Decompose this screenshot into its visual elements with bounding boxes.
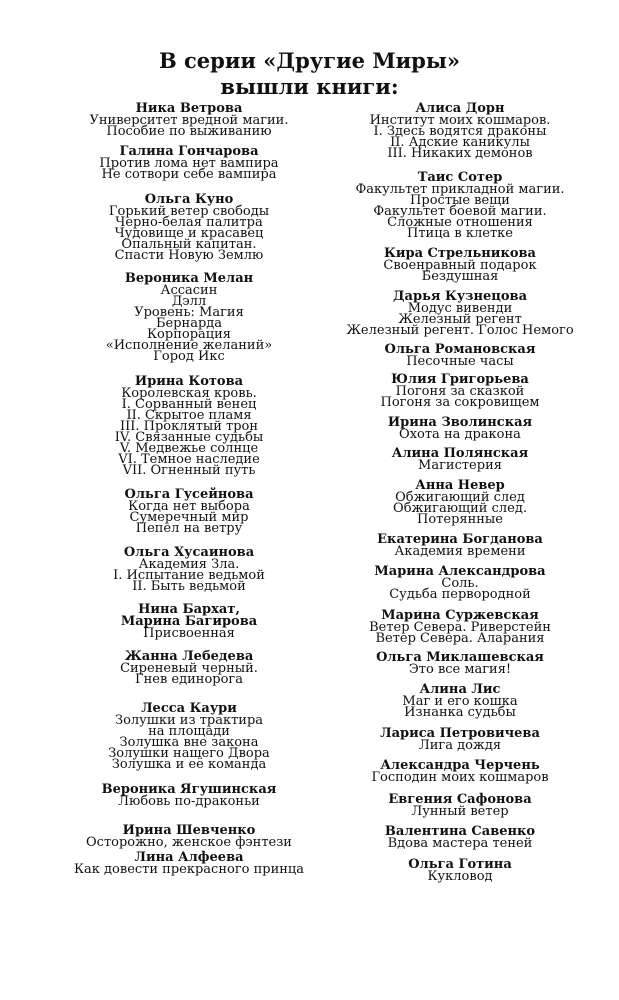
book-title: Дэлл <box>171 294 207 309</box>
book-title: Кукловод <box>427 869 493 884</box>
book-entry <box>325 291 595 336</box>
book-title: Факультет прикладной магии. <box>355 182 565 197</box>
book-title: Вдова мастера теней <box>387 836 533 851</box>
book-title: Лунный ветер <box>411 804 509 819</box>
book-title: Корпорация <box>147 327 231 342</box>
book-title: Золушки из трактира <box>114 713 264 728</box>
right-column <box>325 103 595 882</box>
author-name: Ольга Хусаинова <box>123 545 255 560</box>
author-name: Ольга Готина <box>408 857 512 872</box>
book-entry <box>54 651 324 685</box>
author-name: Марина Багирова <box>120 614 258 629</box>
author-name: Ирина Шевченко <box>122 823 256 838</box>
book-title: Академия времени <box>394 544 526 559</box>
author-name: Ольга Куно <box>144 192 234 207</box>
book-title: Университет вредной магии. <box>89 113 289 128</box>
book-title: «Исполнение желаний» <box>105 338 273 353</box>
book-title: Ассасин <box>160 283 218 298</box>
book-title: III. Проклятый трон <box>119 419 259 434</box>
book-title: Гнев единорога <box>135 672 243 687</box>
book-title: на площади <box>148 724 230 739</box>
book-title: Своенравный подарок <box>383 258 537 273</box>
book-entry <box>54 547 324 592</box>
author-name: Лесса Каури <box>141 701 237 716</box>
author-name: Ольга Гусейнова <box>124 487 254 502</box>
book-title: Магистерия <box>418 458 502 473</box>
book-title: Обжигающий след. <box>393 501 527 516</box>
book-title: Сумеречный мир <box>129 510 249 525</box>
book-entry <box>54 103 324 137</box>
book-title: Когда нет выбора <box>128 499 250 514</box>
book-title: Не сотвори себе вампира <box>101 167 277 182</box>
book-title: Железный регент <box>398 312 522 327</box>
book-entry <box>54 604 324 639</box>
book-entry <box>54 825 324 848</box>
book-title: Изнанка судьбы <box>404 705 516 720</box>
book-entry <box>325 728 595 751</box>
author-name: Алина Полянская <box>391 446 529 461</box>
author-name: Ирина Зволинская <box>387 415 533 430</box>
book-title: Потерянные <box>417 512 503 527</box>
author-name: Ника Ветрова <box>135 101 243 116</box>
author-name: Анна Невер <box>415 478 505 493</box>
book-title: Птица в клетке <box>407 226 513 241</box>
header-line-1: В серии «Другие Миры» <box>158 48 461 73</box>
book-title: Ветер Севера. Аларания <box>375 631 545 646</box>
book-entry <box>325 794 595 817</box>
book-title: Как довести прекрасного принца <box>73 862 305 877</box>
author-name: Юлия Григорьева <box>391 372 529 387</box>
book-title: Бездушная <box>421 269 499 284</box>
author-name: Валентина Савенко <box>384 824 536 839</box>
book-entry <box>325 652 595 675</box>
author-name: Алина Лис <box>419 682 501 697</box>
book-entry <box>325 103 595 159</box>
book-title: Охота на дракона <box>399 427 521 442</box>
book-title: Простые вещи <box>410 193 510 208</box>
author-name: Кира Стрельникова <box>384 246 536 261</box>
author-name: Жанна Лебедева <box>124 649 254 664</box>
book-title: Железный регент. Голос Немого <box>346 323 574 338</box>
book-title: Осторожно, женское фэнтези <box>86 835 292 850</box>
book-title: Это все магия! <box>408 662 512 677</box>
book-title: Сиреневый черный. <box>120 661 258 676</box>
book-entry <box>325 448 595 471</box>
book-title: Погоня за сказкой <box>395 384 525 399</box>
book-entry <box>54 703 324 770</box>
author-name: Галина Гончарова <box>119 144 259 159</box>
book-entry <box>325 344 595 367</box>
book-entry <box>325 610 595 644</box>
book-title: Маг и его кошка <box>402 694 518 709</box>
author-name: Лариса Петровичева <box>380 726 540 741</box>
author-name: Нина Бархат, <box>138 602 240 617</box>
book-title: Обжигающий след <box>395 490 525 505</box>
book-title: Институт моих кошмаров. <box>369 113 551 128</box>
book-entry <box>325 760 595 783</box>
book-title: VI. Темное наследие <box>118 452 260 467</box>
author-name: Екатерина Богданова <box>377 532 543 547</box>
author-name: Дарья Кузнецова <box>393 289 527 304</box>
book-title: Черно-белая палитра <box>115 215 263 230</box>
book-entry <box>325 480 595 525</box>
book-entry <box>325 417 595 440</box>
book-entry <box>325 534 595 557</box>
book-entry <box>54 194 324 261</box>
author-name: Ирина Котова <box>134 374 244 389</box>
book-entry <box>325 859 595 882</box>
book-title: Золушка вне закона <box>119 735 259 750</box>
author-name: Алиса Дорн <box>415 101 505 116</box>
series-header <box>0 48 619 100</box>
book-title: I. Испытание ведьмой <box>113 568 265 583</box>
book-title: Модус вивенди <box>407 301 513 316</box>
book-title: II. Скрытое пламя <box>126 408 252 423</box>
book-title: VII. Огненный путь <box>122 463 256 478</box>
author-name: Лина Алфеева <box>134 850 244 865</box>
book-title: Песочные часы <box>406 354 514 369</box>
book-title: I. Сорванный венец <box>121 397 257 412</box>
header-line-2: вышли книги: <box>220 74 399 99</box>
book-title: Пепел на ветру <box>135 521 243 536</box>
book-entry <box>325 374 595 408</box>
book-title: Бернарда <box>155 316 223 331</box>
book-entry <box>54 273 324 362</box>
left-column <box>54 103 324 875</box>
book-title: Факультет боевой магии. <box>373 204 547 219</box>
author-name: Ольга Романовская <box>384 342 536 357</box>
book-title: Любовь по-драконьи <box>118 794 260 809</box>
book-title: Судьба первородной <box>389 587 531 602</box>
book-title: Сложные отношения <box>387 215 533 230</box>
book-title: III. Никаких демонов <box>387 146 533 161</box>
book-title: Чудовище и красавец <box>114 226 264 241</box>
author-name: Марина Александрова <box>374 564 546 579</box>
book-title: Город Икс <box>153 349 225 364</box>
author-name: Марина Суржевская <box>381 608 539 623</box>
book-title: Пособие по выживанию <box>106 124 272 139</box>
book-entry <box>325 248 595 282</box>
book-title: Против лома нет вампира <box>99 156 279 171</box>
book-title: Опальный капитан. <box>121 237 257 252</box>
book-title: Соль. <box>441 576 479 591</box>
author-name: Евгения Сафонова <box>388 792 532 807</box>
book-entry <box>54 376 324 476</box>
book-entry <box>325 566 595 600</box>
book-entry <box>54 146 324 180</box>
book-title: Ветер Севера. Риверстейн <box>369 620 551 635</box>
book-entry <box>54 489 324 534</box>
book-title: Погоня за сокровищем <box>380 395 540 410</box>
book-title: Присвоенная <box>143 626 235 641</box>
book-title: Спасти Новую Землю <box>114 248 264 263</box>
book-title: Господин моих кошмаров <box>371 770 549 785</box>
book-entry <box>325 172 595 239</box>
author-name: Таис Сотер <box>417 170 503 185</box>
book-entry <box>54 784 324 807</box>
book-title: Горький ветер свободы <box>108 204 270 219</box>
book-title: Королевская кровь. <box>121 386 257 401</box>
author-name: Вероника Мелан <box>124 271 254 286</box>
author-name: Александра Черчень <box>380 758 540 773</box>
author-name: Ольга Миклашевская <box>376 650 544 665</box>
book-entry <box>325 684 595 718</box>
book-title: V. Медвежье солнце <box>119 441 259 456</box>
book-title: Золушки нашего Двора <box>108 746 270 761</box>
book-title: II. Адские каникулы <box>390 135 530 150</box>
book-title: IV. Связанные судьбы <box>114 430 264 445</box>
book-title: I. Здесь водятся драконы <box>373 124 547 139</box>
book-title: Академия Зла. <box>138 557 240 572</box>
book-entry <box>54 852 324 875</box>
book-entry <box>325 826 595 849</box>
book-title: Уровень: Магия <box>134 305 244 320</box>
book-title: Золушка и её команда <box>111 757 267 772</box>
book-title: II. Быть ведьмой <box>132 579 246 594</box>
author-name: Вероника Ягушинская <box>101 782 277 797</box>
book-title: Лига дождя <box>418 738 502 753</box>
